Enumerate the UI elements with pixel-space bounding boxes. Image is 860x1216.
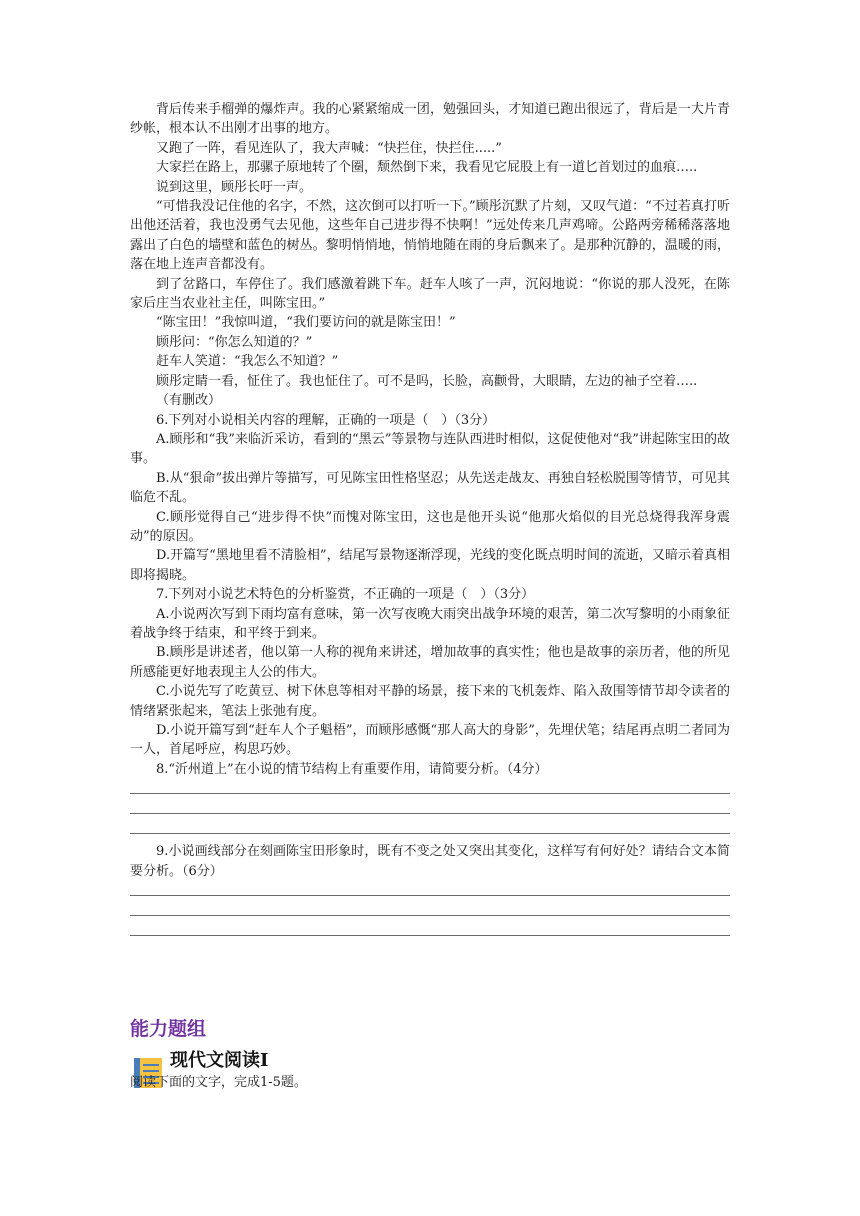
instruction-text: 阅读下面的文字，完成1-5题。 bbox=[130, 1075, 307, 1090]
story-paragraph: 顾彤定睛一看，怔住了。我也怔住了。可不是吗，长脸，高颧骨，大眼睛，左边的袖子空着….. bbox=[156, 373, 698, 389]
story-paragraph: 背后传来手榴弹的爆炸声。我的心紧紧缩成一团，勉强回头，才知道已跑出很远了，背后是一大片青纱帐，根本认不出刚才出事的地方。 bbox=[130, 102, 730, 137]
source-note: （有删改） bbox=[156, 393, 222, 409]
question-6-option-a: A.顾彤和“我”来临沂采访，看到的“黑云”等景物与连队西进时相似，这促使他对“我”讲起陈宝田的故事。 bbox=[130, 431, 730, 467]
story-paragraph: 顾彤问：“你怎么知道的？” bbox=[156, 334, 313, 350]
question-6-option-b: B.从“狠命”拔出弹片等描写，可见陈宝田性格坚忍；从先送走战友、再独自轻松脱围等情节，可见其临危不乱。 bbox=[130, 470, 730, 506]
question-7-stem: 7.下列对小说艺术特色的分析鉴赏，不正确的一项是（ ）（3分） bbox=[156, 587, 535, 603]
story-paragraph: 到了岔路口，车停住了。我们感激着跳下车。赶车人咳了一声，沉闷地说：“你说的那人没死，在陈家后庄当农业社主任，叫陈宝田。” bbox=[130, 276, 730, 312]
question-6-option-d: D.开篇写“黑地里看不清脸相”，结尾写景物逐渐浮现，光线的变化既点明时间的流逝，又暗示着真相即将揭晓。 bbox=[130, 548, 730, 583]
story-paragraph: 赶车人笑道：“我怎么不知道？” bbox=[156, 354, 339, 370]
section-title: 能力题组 bbox=[130, 1018, 207, 1040]
question-7-option-c: C.小说先写了吃黄豆、树下休息等相对平静的场景，接下来的飞机轰炸、陷入敌围等情节却令读者的情绪紧张起来，笔法上张弛有度。 bbox=[130, 684, 730, 719]
story-paragraph: “陈宝田！”我惊叫道，“我们要访问的就是陈宝田！” bbox=[156, 315, 456, 331]
story-paragraph: 大家拦在路上，那骡子原地转了个圈，颓然倒下来，我看见它屁股上有一道匕首划过的血痕….. bbox=[156, 160, 698, 176]
subsection-title: 现代文阅读Ⅰ bbox=[170, 1050, 269, 1071]
question-7-option-a: A.小说两次写到下雨均富有意味，第一次写夜晚大雨突出战争环境的艰苦，第二次写黎明的小雨象征着战争终于结束，和平终于到来。 bbox=[130, 606, 730, 641]
question-8-stem: 8.“沂州道上”在小说的情节结构上有重要作用，请简要分析。（4分） bbox=[156, 761, 548, 777]
story-paragraph: 又跑了一阵，看见连队了，我大声喊：“快拦住，快拦住.....” bbox=[156, 140, 502, 156]
question-6-option-c: C.顾彤觉得自己“进步得不快”而愧对陈宝田，这也是他开头说“他那火焰似的目光总烧得我浑身震动”的原因。 bbox=[130, 509, 730, 544]
document-body bbox=[130, 100, 730, 936]
question-9-stem: 9.小说画线部分在刻画陈宝田形象时，既有不变之处又突出其变化，这样写有何好处？请结合文本简要分析。（6分） bbox=[130, 844, 730, 879]
answer-line[interactable] bbox=[130, 935, 730, 936]
question-7-option-d: D.小说开篇写到“赶车人个子魁梧”，而顾彤感慨“那人高大的身影”，先埋伏笔；结尾再点明二者同为一人，首尾呼应，构思巧妙。 bbox=[130, 723, 730, 758]
story-paragraph: “可惜我没记住他的名字，不然，这次倒可以打听一下。”顾彤沉默了片刻，又叹气道：“不过若真打听出他还活着，我也没勇气去见他，这些年自己进步得不快啊！”远处传来几声鸡啼。公路两旁稀稀落落地露出了白色的墙壁和蓝色的树丛。黎明悄悄地，悄悄地随在雨的身后飘来了。是那种沉静的，温暖的雨，落在地上连声音都没有。 bbox=[130, 199, 730, 273]
story-paragraph: 说到这里，顾彤长吁一声。 bbox=[156, 179, 313, 195]
question-7-option-b: B.顾彤是讲述者，他以第一人称的视角来讲述，增加故事的真实性；他也是故事的亲历者，他的所见所感能更好地表现主人公的伟大。 bbox=[130, 645, 730, 680]
question-6-stem: 6.下列对小说相关内容的理解，正确的一项是（ ）（3分） bbox=[156, 412, 496, 428]
